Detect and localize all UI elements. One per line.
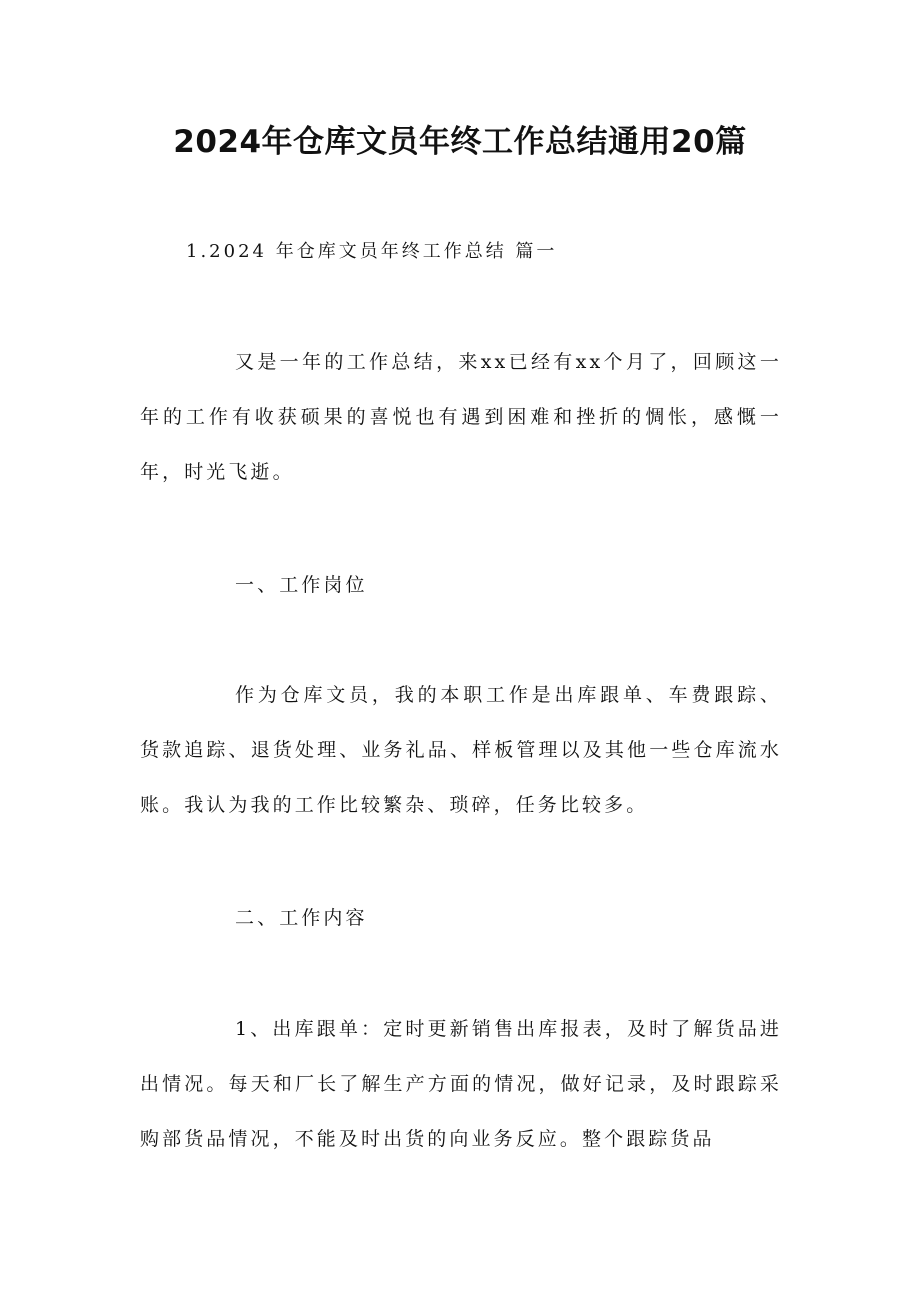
work-content-paragraph: 1、出库跟单：定时更新销售出库报表，及时了解货品进出情况。每天和厂长了解生产方面的情况，做好记录，及时跟踪采购部货品情况，不能及时出货的向业务反应。整个跟踪货品: [140, 1018, 782, 1150]
work-position-paragraph: 作为仓库文员，我的本职工作是出库跟单、车费跟踪、货款追踪、退货处理、业务礼品、样板管理以及其他一些仓库流水账。我认为我的工作比较繁杂、琐碎，任务比较多。: [140, 684, 782, 816]
document-title: 2024年仓库文员年终工作总结通用20篇: [173, 124, 747, 160]
section-heading-work-content: 二、工作内容: [235, 907, 368, 929]
section-heading-work-position: 一、工作岗位: [235, 574, 368, 596]
article-subheading: 1.2024 年仓库文员年终工作总结 篇一: [186, 241, 558, 262]
intro-paragraph: 又是一年的工作总结，来xx已经有xx个月了，回顾这一年的工作有收获硕果的喜悦也有遇到困难和挫折的惆怅，感慨一年，时光飞逝。: [140, 351, 782, 483]
